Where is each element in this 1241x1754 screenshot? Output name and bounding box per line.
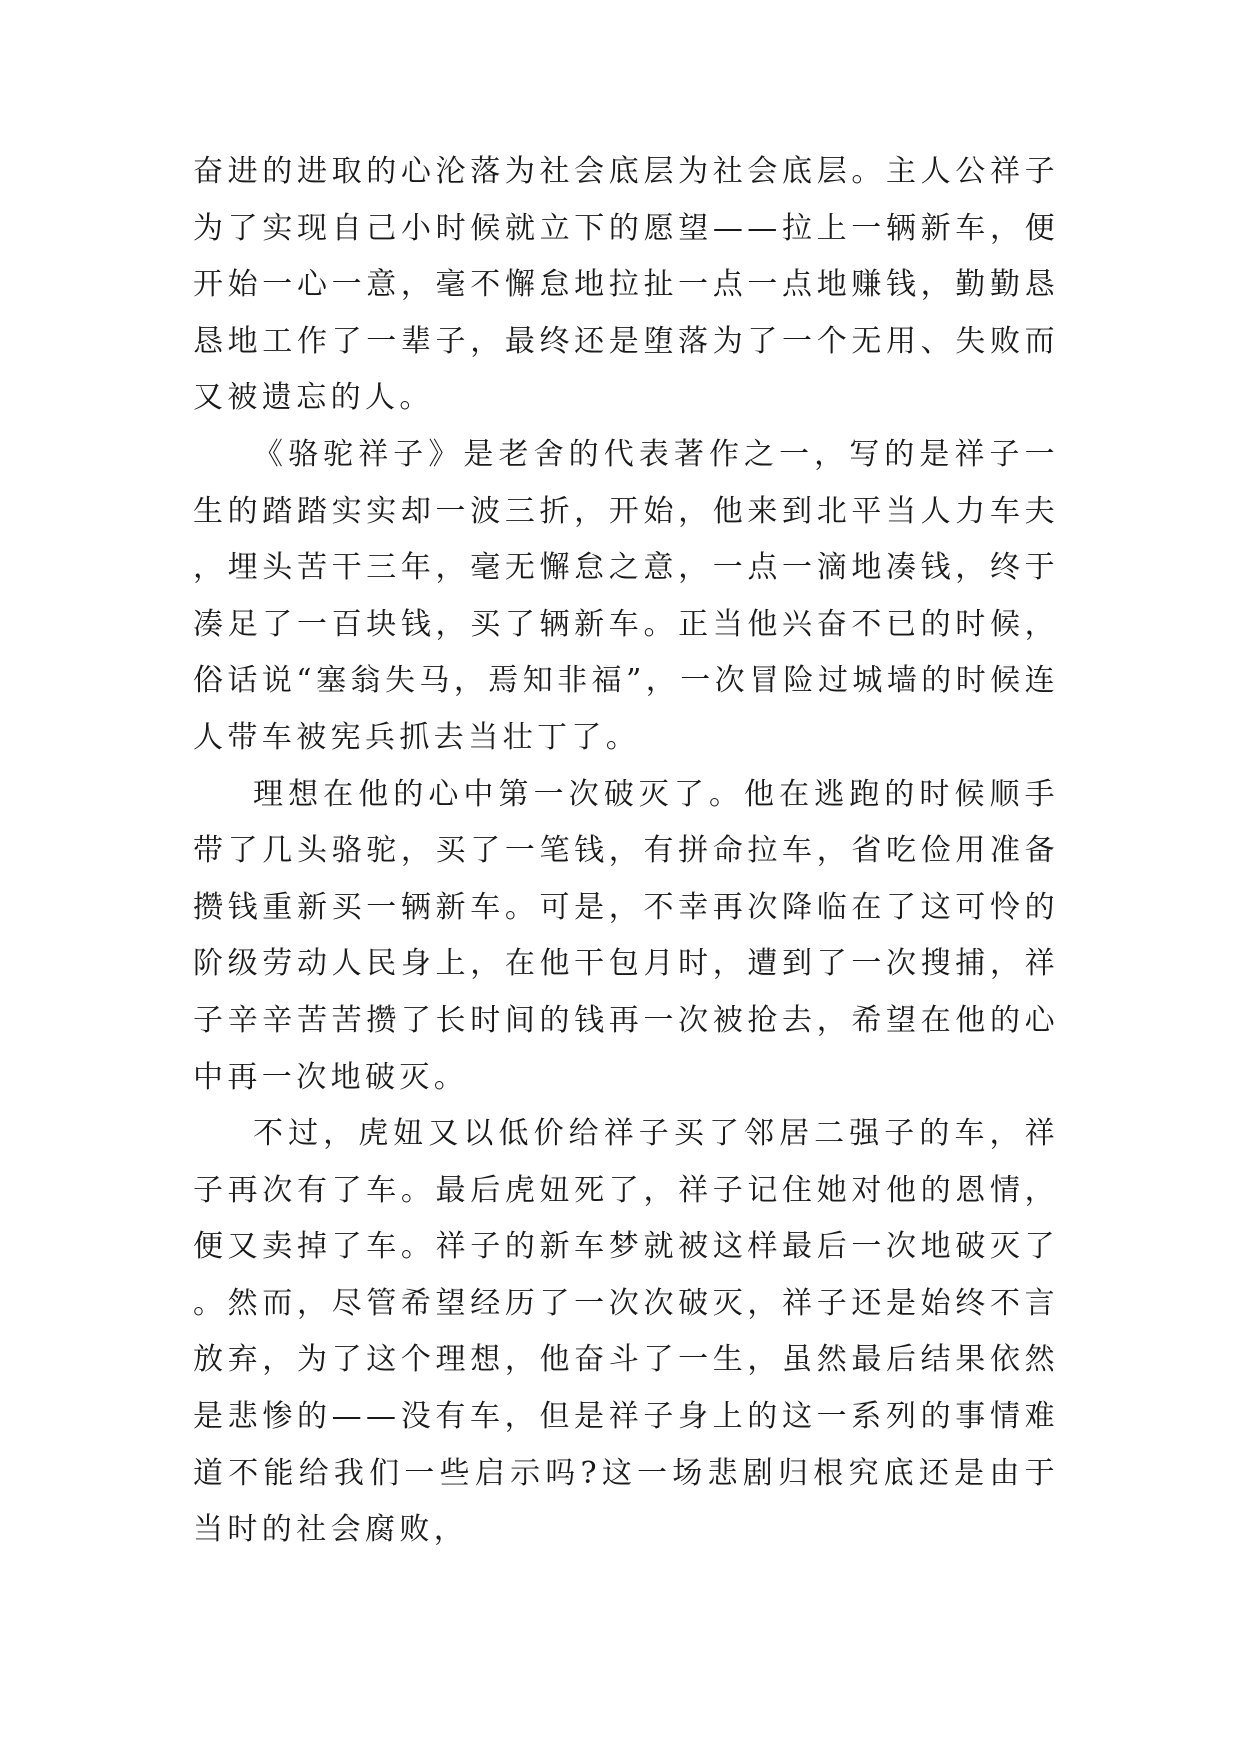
paragraph-continuation: 奋进的进取的心沦落为社会底层为社会底层。主人公祥子为了实现自己小时候就立下的愿望——拉上一辆新车，便开始一心一意，毫不懈怠地拉扯一点一点地赚钱，勤勤恳恳地工作了一辈子，最终还是堕落为了一个无用、失败而又被遗忘的人。 [193,154,1059,416]
paragraph-final-reflection: 不过，虎妞又以低价给祥子买了邻居二强子的车，祥子再次有了车。最后虎妞死了，祥子记住她对他的恩情，便又卖掉了车。祥子的新车梦就被这样最后一次地破灭了。然而，尽管希望经历了一次次破灭，祥子还是始终不言放弃，为了这个理想，他奋斗了一生，虽然最后结果依然是悲惨的——没有车，但是祥子身上的这一系列的事情难道不能给我们一些启示吗?这一场悲剧归根究底还是由于当时的社会腐败， [193,1116,1059,1548]
paragraph-dream-shattered: 理想在他的心中第一次破灭了。他在逃跑的时候顺手带了几头骆驼，买了一笔钱，有拼命拉车，省吃俭用准备攒钱重新买一辆新车。可是，不幸再次降临在了这可怜的阶级劳动人民身上，在他干包月时，遭到了一次搜捕，祥子辛辛苦苦攒了长时间的钱再一次被抢去，希望在他的心中再一次地破灭。 [193,776,1059,1095]
body-text [193,144,1059,1559]
paragraph-novel-intro: 《骆驼祥子》是老舍的代表著作之一，写的是祥子一生的踏踏实实却一波三折，开始，他来到北平当人力车夫，埋头苦干三年，毫无懈怠之意，一点一滴地凑钱，终于凑足了一百块钱，买了辆新车。正当他兴奋不已的时候，俗话说“塞翁失马，焉知非福”，一次冒险过城墙的时候连人带车被宪兵抓去当壮丁了。 [193,436,1059,755]
